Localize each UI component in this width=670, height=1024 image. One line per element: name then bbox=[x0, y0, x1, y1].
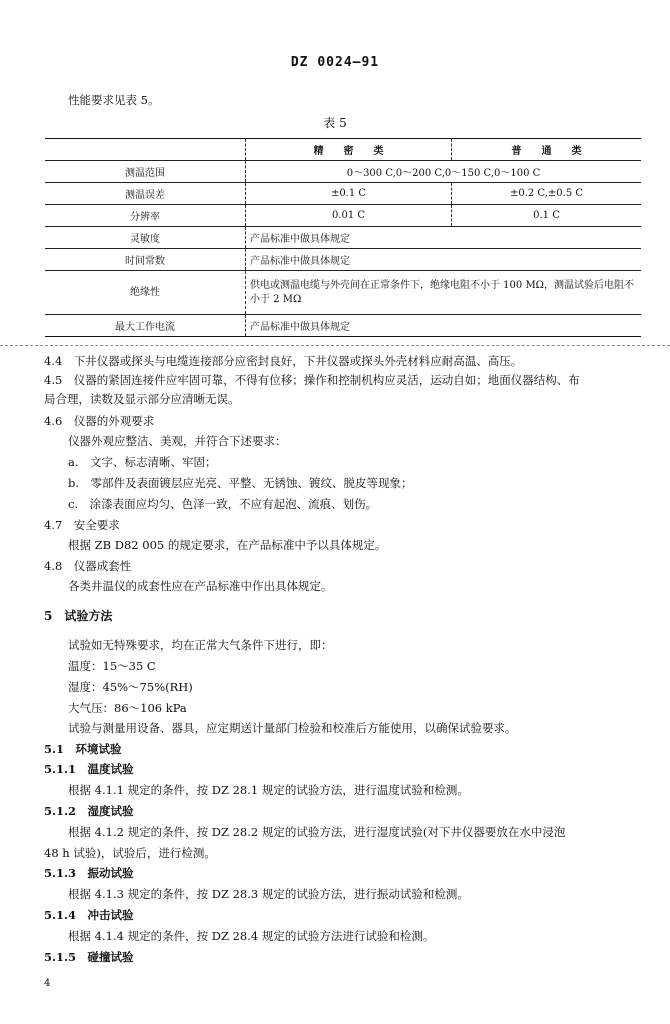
table-row bbox=[45, 161, 641, 183]
table-row bbox=[45, 227, 641, 249]
clause-4-5-line2: 局合理，读数及显示部分应清晰无误。 bbox=[44, 392, 240, 406]
header-precise: 精 密 类 bbox=[246, 139, 452, 161]
row-label: 测温范围 bbox=[45, 161, 246, 183]
clause-5-1-4-text: 根据 4.1.4 规定的条件，按 DZ 28.4 规定的试验方法进行试验和检测。 bbox=[68, 929, 435, 943]
clause-4-6-a: a. 文字、标志清晰、牢固； bbox=[68, 455, 217, 469]
condition-temperature: 温度：15～35 C bbox=[68, 659, 156, 673]
row-label: 灵敏度 bbox=[45, 227, 246, 249]
clause-5-1-1-text: 根据 4.1.1 规定的条件，按 DZ 28.1 规定的试验方法，进行温度试验和检测。 bbox=[68, 783, 469, 797]
clause-5-1-2-heading: 5.1.2 湿度试验 bbox=[44, 804, 134, 818]
clause-5-1-4-heading: 5.1.4 冲击试验 bbox=[44, 908, 134, 922]
standard-code-header: DZ 0024—91 bbox=[290, 55, 380, 70]
page-number: 4 bbox=[44, 978, 51, 989]
row-label: 分辨率 bbox=[45, 205, 246, 227]
clause-4-5-line1: 4.5 仪器的紧固连接件应牢固可靠，不得有位移；操作和控制机构应灵活，运动自如；地面仪器结构、布 bbox=[44, 373, 580, 387]
row-value-normal: 0.1 C bbox=[533, 210, 560, 221]
clause-5-1-2-text-line2: 48 h 试验)，试验后，进行检测。 bbox=[44, 846, 216, 860]
table-row bbox=[45, 249, 641, 271]
table-row bbox=[45, 315, 641, 337]
table-header-row bbox=[45, 139, 641, 161]
clause-5-1-2-text-line1: 根据 4.1.2 规定的条件，按 DZ 28.2 规定的试验方法，进行湿度试验(对下井仪器要放在水中浸泡 bbox=[68, 825, 566, 839]
section-5-intro: 试验如无特殊要求，均在正常大气条件下进行，即： bbox=[68, 638, 333, 652]
condition-humidity: 湿度：45%～75%(RH) bbox=[68, 680, 193, 694]
row-label: 测温误差 bbox=[45, 183, 246, 205]
table-row bbox=[45, 271, 641, 315]
clause-5-1-1-heading: 5.1.1 温度试验 bbox=[44, 762, 134, 776]
row-value: 产品标准中做具体规定 bbox=[250, 256, 350, 267]
header-blank-cell bbox=[45, 139, 246, 161]
row-value: 产品标准中做具体规定 bbox=[250, 234, 350, 245]
row-value-normal: ±0.2 C,±0.5 C bbox=[509, 188, 584, 199]
clause-4-6-heading: 4.6 仪器的外观要求 bbox=[44, 414, 155, 428]
clause-5-1-heading: 5.1 环境试验 bbox=[44, 742, 122, 756]
clause-4-6-intro: 仪器外观应整洁、美观，并符合下述要求： bbox=[68, 434, 287, 448]
clause-4-4: 4.4 下井仪器或探头与电缆连接部分应密封良好，下井仪器或探头外壳材料应耐高温、高压。 bbox=[44, 354, 523, 368]
row-value-precise: ±0.1 C bbox=[246, 183, 452, 205]
table-caption: 表 5 bbox=[323, 116, 347, 130]
section-5-heading: 5 试验方法 bbox=[44, 609, 113, 623]
intro-text: 性能要求见表 5。 bbox=[68, 93, 160, 107]
section-5-equipment: 试验与测量用设备、器具，应定期送计量部门检验和校准后方能使用，以确保试验要求。 bbox=[68, 721, 517, 735]
row-value: 产品标准中做具体规定 bbox=[250, 322, 350, 333]
header-normal: 普 通 类 bbox=[511, 146, 582, 157]
performance-table bbox=[45, 138, 641, 337]
clause-5-1-5-heading: 5.1.5 碰撞试验 bbox=[44, 950, 134, 964]
row-value: 0～300 C,0～200 C,0～150 C,0～100 C bbox=[346, 168, 541, 179]
clause-4-8-text: 各类井温仪的成套性应在产品标准中作出具体规定。 bbox=[68, 579, 333, 593]
table-row bbox=[45, 205, 641, 227]
dashed-divider bbox=[0, 345, 670, 346]
clause-4-6-b: b. 零部件及表面镀层应光亮、平整、无锈蚀、镀纹、脱皮等现象； bbox=[68, 476, 413, 490]
row-value-precise: 0.01 C bbox=[246, 205, 452, 227]
row-label: 最大工作电流 bbox=[45, 315, 246, 337]
row-label: 时间常数 bbox=[45, 249, 246, 271]
clause-4-6-c: c. 涂漆表面应均匀、色泽一致，不应有起泡、流痕、划伤。 bbox=[68, 497, 378, 511]
table-row bbox=[45, 183, 641, 205]
clause-5-1-3-text: 根据 4.1.3 规定的条件，按 DZ 28.3 规定的试验方法，进行振动试验和检测。 bbox=[68, 887, 469, 901]
row-label: 绝缘性 bbox=[45, 271, 246, 315]
clause-4-8-heading: 4.8 仪器成套性 bbox=[44, 559, 132, 573]
clause-5-1-3-heading: 5.1.3 振动试验 bbox=[44, 866, 134, 880]
condition-pressure: 大气压：86～106 kPa bbox=[68, 701, 187, 715]
clause-4-7-text: 根据 ZB D82 005 的规定要求，在产品标准中予以具体规定。 bbox=[68, 538, 387, 552]
row-value: 供电或测温电缆与外壳间在正常条件下，绝缘电阻不小于 100 MΩ，测温试验后电阻不小于 2 MΩ bbox=[250, 279, 634, 305]
clause-4-7-heading: 4.7 安全要求 bbox=[44, 518, 120, 532]
